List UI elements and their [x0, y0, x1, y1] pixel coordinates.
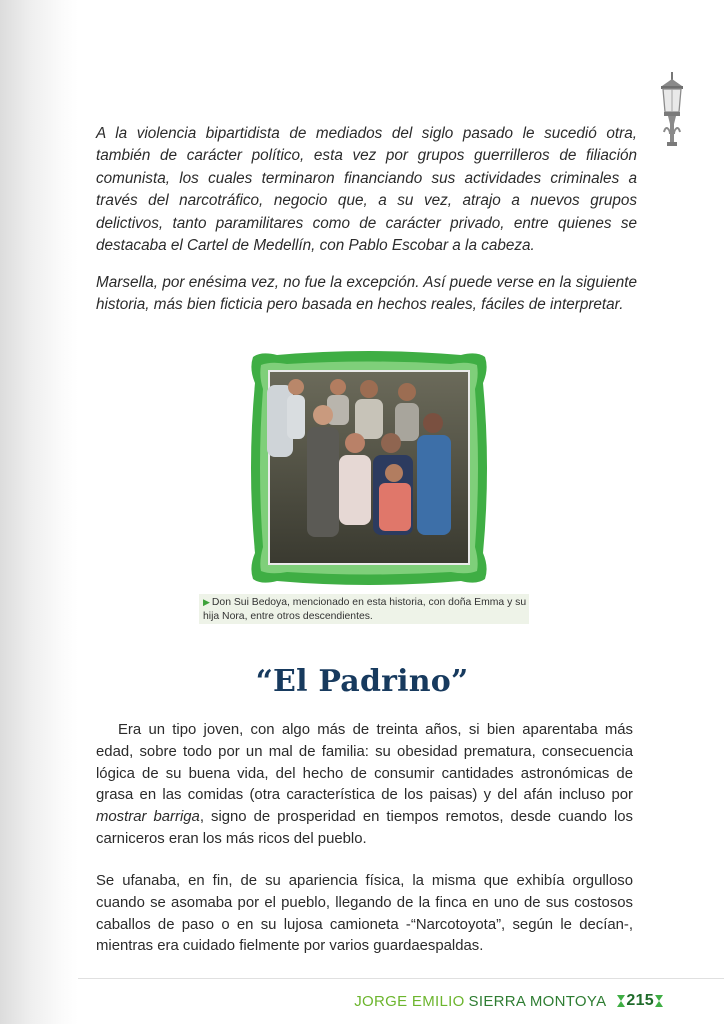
caption-triangle-icon: ▶: [203, 597, 210, 607]
page-number-group: [616, 992, 664, 1010]
photo-caption: [199, 594, 529, 624]
footer-divider: [78, 978, 724, 979]
hourglass-ornament-icon: [616, 994, 626, 1008]
chapter-paragraph-1-text-b: , signo de prosperidad en tiempos remotos, desde cuando los carniceros eran los más ricos del pueblo.: [96, 809, 633, 847]
street-lamp-icon: [652, 72, 692, 152]
intro-paragraph-1: A la violencia bipartidista de mediados del siglo pasado le sucedió otra, también de carácter político, esta vez por grupos guerrilleros de filiación comunista, los cuales terminaron financiando sus actividades criminales a través del narcotráfico, negocio que, a su vez, atrajo a nuevos grupos delictivos, tanto paramilitares como de carácter privado, entre quienes se destacaba el Cartel de Medellín, con Pablo Escobar a la cabeza.: [96, 125, 637, 255]
chapter-paragraph-1: [96, 720, 633, 851]
chapter-paragraph-1-text-a: Era un tipo joven, con algo más de treinta años, si bien aparentaba más edad, sobre todo por un mal de familia: su obesidad prematura, consecuencia lógica de su buena vida, del hecho de consumir cantidades astronómicas de grasa en las comidas (otra característica de los paisas) y del afán incluso por: [96, 722, 633, 804]
page-footer: [354, 992, 664, 1010]
family-photo: [247, 349, 491, 587]
intro-paragraph-2: Marsella, por enésima vez, no fue la excepción. Así puede verse en la siguiente historia, más bien ficticia pero basada en hechos reales, fáciles de interpretar.: [96, 274, 637, 314]
page-spine-shadow: [0, 0, 78, 1024]
author-first-name: JORGE EMILIO: [354, 992, 465, 1010]
page-number: 215: [626, 992, 654, 1009]
author-last-name: SIERRA MONTOYA: [468, 992, 607, 1010]
hourglass-ornament-icon-right: [654, 994, 664, 1008]
chapter-title: “El Padrino”: [255, 664, 469, 699]
chapter-paragraph-2: Se ufanaba, en fin, de su apariencia física, la misma que exhibía orgulloso cuando se asomaba por el pueblo, llegando de la finca en uno de sus costosos caballos de paso o en su lujosa camioneta -“Narcotoyota”, según le decían-, mientras era cuidado fielmente por varios guardaespaldas.: [96, 873, 633, 955]
photo-caption-text: Don Sui Bedoya, mencionado en esta historia, con doña Emma y su hija Nora, entre otros descendientes.: [203, 597, 527, 622]
chapter-paragraph-1-emphasis: mostrar barriga: [96, 809, 200, 826]
